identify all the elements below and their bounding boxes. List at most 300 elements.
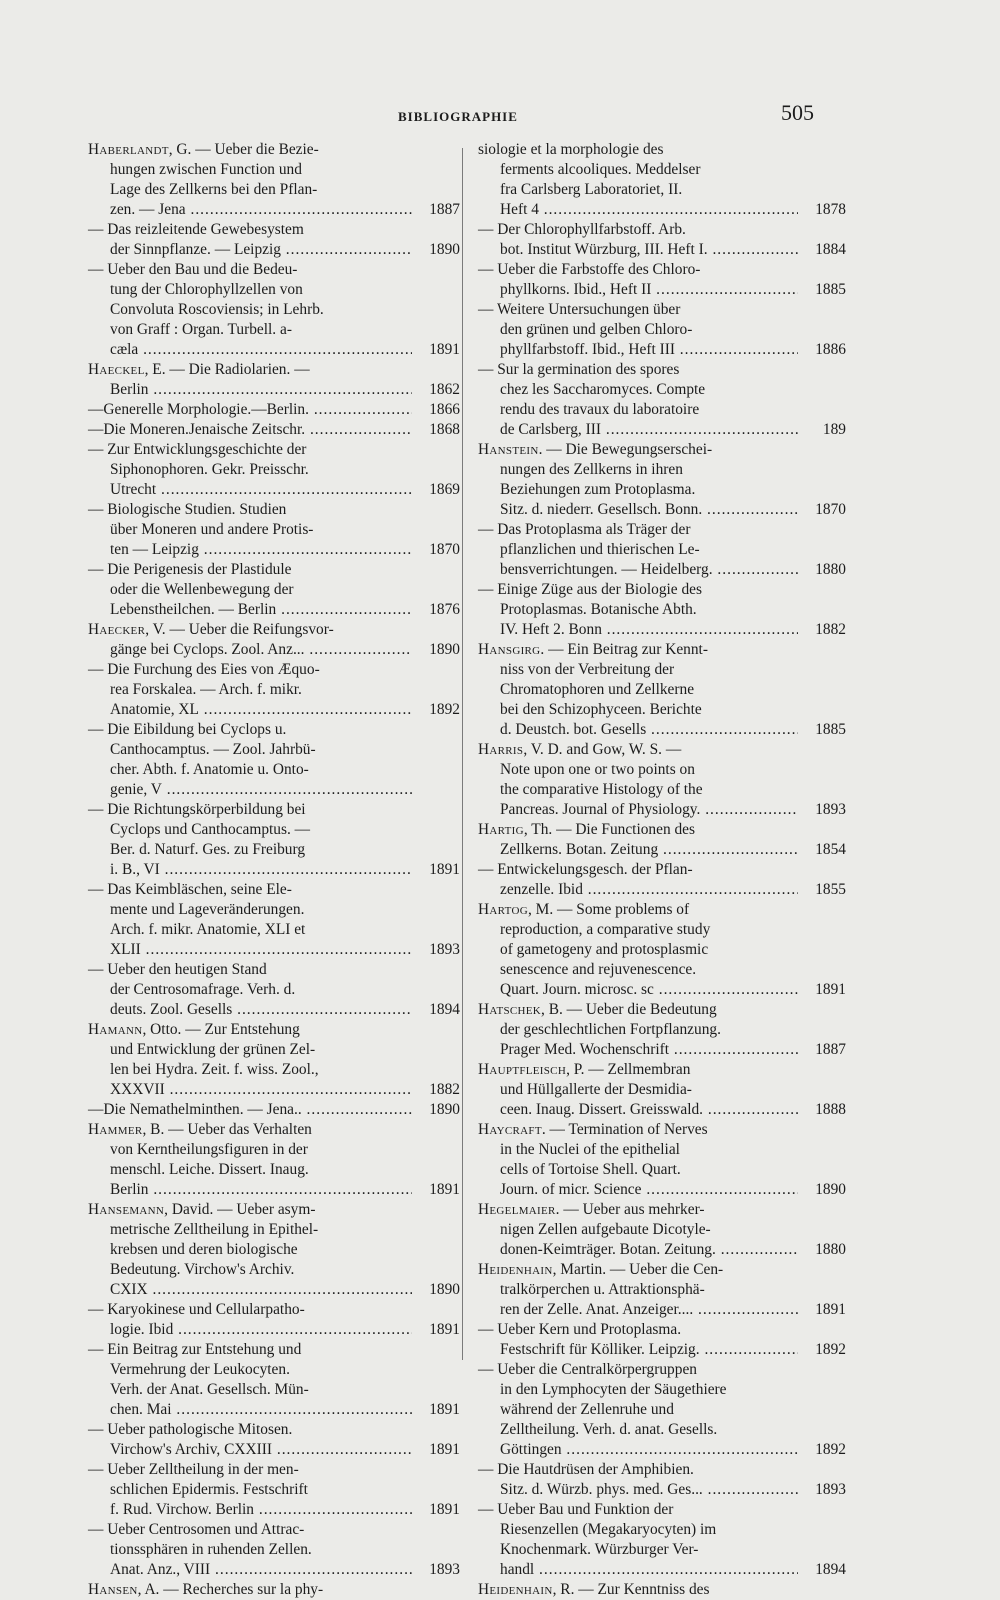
entry-line-text: Prager Med. Wochenschrift (500, 1041, 670, 1058)
entry-year: 1887 (815, 1041, 846, 1058)
entry-line-text: Ueber Bau und Funktion der (497, 1501, 674, 1518)
entry-line-text: nungen des Zellkerns in ihren (500, 461, 683, 478)
entry-line (478, 1020, 846, 1040)
entry-line (88, 1380, 460, 1400)
entry-line-text: , V. D. and Gow, W. S. — (523, 741, 682, 758)
entry-line (478, 780, 846, 800)
entry-text (500, 620, 798, 640)
entry-line-text: Die Nemathelminthen. — Jena.. (103, 1101, 302, 1118)
entry-line (478, 1180, 846, 1200)
entry-text (500, 1180, 798, 1200)
entry-line-text: , B. — Ueber das Verhalten (142, 1121, 312, 1138)
entry-year: 1887 (429, 201, 460, 218)
entry-line-text: ren der Zelle. Anat. Anzeiger.... (500, 1301, 694, 1318)
entry-text (110, 480, 412, 500)
entry-line (478, 260, 846, 280)
entry-year: 1855 (815, 881, 846, 898)
entry-line-text: von Kerntheilungsfiguren in der (110, 1141, 308, 1158)
entry-line-text: den grünen und gelben Chloro- (500, 321, 693, 338)
entry-line-text: XXXVII (110, 1081, 165, 1098)
bibliography-entry (88, 620, 460, 660)
entry-text (110, 1280, 412, 1300)
entry-line (478, 660, 846, 680)
entry-line-text: , B. — Ueber die Bedeutung (541, 1001, 717, 1018)
entry-text (110, 640, 412, 660)
entry-line-text: cæla (110, 341, 139, 358)
entry-line (88, 400, 460, 420)
entry-line (88, 1120, 460, 1140)
entry-year: 1869 (429, 481, 460, 498)
entry-year: 1885 (815, 281, 846, 298)
entry-year: 1888 (815, 1101, 846, 1118)
running-header-title: BIBLIOGRAPHIE (398, 109, 518, 124)
entry-line (88, 420, 460, 440)
entry-line-text: Ueber die Farbstoffe des Chloro- (497, 261, 701, 278)
entry-line-text: logie. Ibid (110, 1321, 174, 1338)
entry-line (478, 1460, 846, 1480)
bibliography-entry (88, 1200, 460, 1300)
entry-line-text: in den Lymphocyten der Säugethiere (500, 1381, 727, 1398)
entry-line (478, 560, 846, 580)
entry-line (478, 140, 846, 160)
entry-line (88, 780, 460, 800)
entry-year: 1891 (429, 1321, 460, 1338)
entry-line-text: deuts. Zool. Gesells (110, 1001, 233, 1018)
entry-line (88, 1240, 460, 1260)
bibliography-entry (88, 360, 460, 400)
entry-year: 1891 (429, 861, 460, 878)
entry-line (88, 240, 460, 260)
entry-line-text: der geschlechtlichen Fortpflanzung. (500, 1021, 721, 1038)
entry-line (88, 1460, 460, 1480)
entry-line-text: IV. Heft 2. Bonn (500, 621, 602, 638)
bibliography-entry (478, 1460, 846, 1500)
entry-text (110, 940, 412, 960)
entry-line (478, 880, 846, 900)
entry-text (500, 1240, 798, 1260)
author-name: Hansgirg (478, 641, 541, 658)
bibliography-entry (478, 1200, 846, 1260)
entry-text (110, 1440, 412, 1460)
entry-line (478, 1580, 846, 1600)
entry-year: 1885 (815, 721, 846, 738)
entry-line (478, 1220, 846, 1240)
bibliography-entry (478, 360, 846, 440)
bibliography-entry (478, 220, 846, 260)
entry-line-text: , E. — Die Radiolarien. — (144, 361, 310, 378)
entry-line-text: Anat. Anz., VIII (110, 1561, 211, 1578)
entry-line (88, 480, 460, 500)
entry-line (88, 840, 460, 860)
entry-line-text: Ueber die Centralkörpergruppen (497, 1361, 697, 1378)
entry-line (478, 1380, 846, 1400)
entry-line-text: Convoluta Roscoviensis; in Lehrb. (110, 301, 324, 318)
entry-line (478, 860, 846, 880)
entry-line-text: , Th. — Die Functionen des (523, 821, 696, 838)
entry-line-text: , A. — Recherches sur la phy- (137, 1581, 324, 1598)
entry-line (478, 1000, 846, 1020)
entry-line-text: Das Keimbläschen, seine Ele- (107, 881, 292, 898)
entry-line-text: Arch. f. mikr. Anatomie, XLI et (110, 921, 306, 938)
entry-line-text: in the Nuclei of the epithelial (500, 1141, 680, 1158)
entry-text (110, 1320, 412, 1340)
entry-line (478, 420, 846, 440)
entry-line (478, 460, 846, 480)
bibliography-entry (478, 300, 846, 360)
author-name: Hatschek (478, 1001, 542, 1018)
entry-line (478, 740, 846, 760)
author-name: Hanstein (478, 441, 539, 458)
entry-line (88, 700, 460, 720)
entry-line (88, 1100, 460, 1120)
entry-year: 1882 (429, 1081, 460, 1098)
entry-line (478, 1520, 846, 1540)
entry-line-text: zenzelle. Ibid (500, 881, 583, 898)
entry-line (88, 1000, 460, 1020)
entry-line-text: Pancreas. Journal of Physiology. (500, 801, 701, 818)
entry-line (478, 440, 846, 460)
entry-line-text: Die Furchung des Eies von Æquo- (107, 661, 320, 678)
entry-line (478, 180, 846, 200)
bibliography-entry (478, 900, 846, 1000)
bibliography-entry (478, 440, 846, 520)
entry-line-text: metrische Zelltheilung in Epithel- (110, 1221, 319, 1238)
entry-year: 1893 (429, 1561, 460, 1578)
entry-year: 1890 (429, 241, 460, 258)
entry-line (88, 600, 460, 620)
entry-text (500, 420, 798, 440)
entry-line (478, 980, 846, 1000)
entry-line (478, 960, 846, 980)
bibliography-entry (88, 1520, 460, 1580)
entry-line-text: mente und Lageveränderungen. (110, 901, 305, 918)
entry-line-text: i. B., VI (110, 861, 160, 878)
entry-line-text: Canthocamptus. — Zool. Jahrbü- (110, 741, 316, 758)
bibliography-entry (88, 500, 460, 560)
entry-line (478, 1100, 846, 1120)
entry-line (478, 1420, 846, 1440)
entry-line-text: Sur la germination des spores (497, 361, 680, 378)
bibliography-entry (88, 220, 460, 260)
entry-text (103, 400, 412, 420)
entry-line-text: Riesenzellen (Megakaryocyten) im (500, 1521, 717, 1538)
entry-line (478, 1560, 846, 1580)
entry-line-text: zen. — Jena (110, 201, 186, 218)
entry-line-text: der Centrosomafrage. Verh. d. (110, 981, 296, 998)
entry-line (88, 980, 460, 1000)
entry-text (110, 1180, 412, 1200)
entry-line (478, 620, 846, 640)
bibliography-entry (88, 660, 460, 720)
entry-year: 1894 (815, 1561, 846, 1578)
entry-line (88, 1400, 460, 1420)
entry-text (500, 200, 798, 220)
entry-line (478, 900, 846, 920)
entry-text (500, 1100, 798, 1120)
entry-year: 1854 (815, 841, 846, 858)
entry-line (88, 660, 460, 680)
entry-line (478, 480, 846, 500)
entry-line (88, 1340, 460, 1360)
entry-line (478, 340, 846, 360)
entry-year: 1878 (815, 201, 846, 218)
entry-line-text: Ueber Kern und Protoplasma. (497, 1321, 682, 1338)
bibliography-entry (88, 1460, 460, 1520)
entry-line (478, 1360, 846, 1380)
entry-line (478, 820, 846, 840)
entry-line-text: Berlin (110, 381, 149, 398)
entry-line (478, 1280, 846, 1300)
entry-line (478, 380, 846, 400)
author-name: Haecker (88, 621, 146, 638)
entry-year: 1880 (815, 561, 846, 578)
entry-text (110, 700, 412, 720)
author-name: Hegelmaier (478, 1201, 556, 1218)
entry-line (478, 1260, 846, 1280)
column-divider (462, 148, 463, 1360)
entry-line-text: Lebenstheilchen. — Berlin (110, 601, 277, 618)
entry-line-text: phyllfarbstoff. Ibid., Heft III (500, 341, 675, 358)
entry-line-text: Die Richtungskörperbildung bei (107, 801, 306, 818)
entry-line (88, 1220, 460, 1240)
entry-line (88, 1440, 460, 1460)
entry-line-text: Ueber pathologische Mitosen. (107, 1421, 293, 1438)
entry-line-text: the comparative Histology of the (500, 781, 703, 798)
entry-line-text: hungen zwischen Function und (110, 161, 302, 178)
entry-line-text: Ueber den heutigen Stand (107, 961, 267, 978)
entry-line (478, 1440, 846, 1460)
entry-line (478, 1080, 846, 1100)
entry-line-text: chez les Saccharomyces. Compte (500, 381, 706, 398)
entry-text (110, 780, 412, 800)
author-name: Haberlandt (88, 141, 169, 158)
entry-line-text: der Sinnpflanze. — Leipzig (110, 241, 281, 258)
bibliography-entry (478, 1500, 846, 1580)
entry-line (88, 1320, 460, 1340)
author-name: Haycraft (478, 1121, 542, 1138)
entry-line (88, 880, 460, 900)
entry-year: 1884 (815, 241, 846, 258)
entry-line (88, 460, 460, 480)
entry-line-text: Die Moneren.Jenaische Zeitschr. (103, 421, 306, 438)
entry-text (500, 840, 798, 860)
entry-line-text: gänge bei Cyclops. Zool. Anz... (110, 641, 305, 658)
entry-line-text: Bedeutung. Virchow's Archiv. (110, 1261, 295, 1278)
entry-text (500, 980, 798, 1000)
entry-line-text: krebsen und deren biologische (110, 1241, 298, 1258)
entry-line-text: tionssphären in ruhenden Zellen. (110, 1541, 312, 1558)
entry-year: 1891 (429, 341, 460, 358)
author-name: Hamann (88, 1021, 143, 1038)
entry-text (500, 1480, 798, 1500)
entry-text (500, 800, 798, 820)
entry-line (88, 1480, 460, 1500)
entry-line-text: senescence and rejuvenescence. (500, 961, 697, 978)
entry-line-text: Zellkerns. Botan. Zeitung (500, 841, 659, 858)
bibliography-entry (88, 800, 460, 880)
entry-line (478, 720, 846, 740)
entry-line-text: len bei Hydra. Zeit. f. wiss. Zool., (110, 1061, 319, 1078)
entry-line-text: Cyclops und Canthocamptus. — (110, 821, 311, 838)
entry-line-text: , P. — Zellmembran (566, 1061, 691, 1078)
entry-text (110, 860, 412, 880)
entry-line-text: Das Protoplasma als Träger der (497, 521, 691, 538)
entry-line-text: Siphonophoren. Gekr. Preisschr. (110, 461, 309, 478)
entry-line-text: Sitz. d. niederr. Gesellsch. Bonn. (500, 501, 703, 518)
entry-line-text: , V. — Ueber die Reifungsvor- (145, 621, 334, 638)
entry-line (88, 280, 460, 300)
entry-line (88, 860, 460, 880)
entry-line-text: reproduction, a comparative study (500, 921, 711, 938)
entry-line (88, 1200, 460, 1220)
entry-line-text: Biologische Studien. Studien (107, 501, 287, 518)
entry-line-text: Vermehrung der Leukocyten. (110, 1361, 290, 1378)
author-name: Hartig (478, 821, 524, 838)
entry-line (88, 380, 460, 400)
entry-line-text: niss von der Verbreitung der (500, 661, 675, 678)
page-number: 505 (781, 100, 814, 125)
entry-line (478, 1120, 846, 1140)
entry-year: 1876 (429, 601, 460, 618)
left-column (88, 140, 460, 1600)
entry-line (88, 440, 460, 460)
entry-line (478, 1200, 846, 1220)
entry-line-text: bot. Institut Würzburg, III. Heft I. (500, 241, 708, 258)
entry-line (88, 1360, 460, 1380)
entry-line-text: menschl. Leiche. Dissert. Inaug. (110, 1161, 309, 1178)
entry-line-text: rendu des travaux du laboratoire (500, 401, 700, 418)
entry-line-text: Anatomie, XL (110, 701, 199, 718)
bibliography-entry (88, 1580, 460, 1600)
entry-line-text: de Carlsberg, III (500, 421, 602, 438)
entry-line-text: , Martin. — Ueber die Cen- (552, 1261, 724, 1278)
entry-line-text: Ein Beitrag zur Entstehung und (107, 1341, 302, 1358)
bibliography-entry (88, 560, 460, 620)
entry-line-text: Verh. der Anat. Gesellsch. Mün- (110, 1381, 309, 1398)
entry-line-text: und Entwicklung der grünen Zel- (110, 1041, 316, 1058)
entry-year: 1862 (429, 381, 460, 398)
entry-line (478, 1060, 846, 1080)
bibliography-entry (478, 820, 846, 860)
entry-line (478, 520, 846, 540)
entry-line (88, 200, 460, 220)
entry-line-text: bei den Schizophyceen. Berichte (500, 701, 702, 718)
entry-line (478, 1300, 846, 1320)
entry-line-text: , G. — Ueber die Bezie- (168, 141, 319, 158)
entry-line (478, 1400, 846, 1420)
bibliography-entry (478, 140, 846, 220)
entry-text (103, 1100, 412, 1120)
entry-line (478, 160, 846, 180)
entry-line (88, 620, 460, 640)
entry-line (88, 580, 460, 600)
entry-line (88, 920, 460, 940)
entry-line-text: oder die Wellenbewegung der (110, 581, 294, 598)
entry-text (110, 1500, 412, 1520)
entry-line (478, 1340, 846, 1360)
entry-line-text: Journ. of micr. Science (500, 1181, 642, 1198)
entry-line (88, 900, 460, 920)
bibliography-entry (88, 1020, 460, 1100)
author-name: Hansemann (88, 1201, 165, 1218)
entry-line-text: Heft 4 (500, 201, 539, 218)
entry-text (110, 1400, 412, 1420)
entry-line-text: Zur Entwicklungsgeschichte der (107, 441, 307, 458)
entry-line-text: ten — Leipzig (110, 541, 199, 558)
bibliography-entry (88, 720, 460, 800)
entry-line (88, 340, 460, 360)
entry-line-text: und Hüllgallerte der Desmidia- (500, 1081, 692, 1098)
entry-line (88, 740, 460, 760)
entry-text (500, 500, 798, 520)
entry-line-text: Ueber Centrosomen und Attrac- (107, 1521, 305, 1538)
author-name: Haeckel (88, 361, 145, 378)
entry-year: 1890 (815, 1181, 846, 1198)
author-name: Hartog (478, 901, 528, 918)
entry-year: 1891 (429, 1441, 460, 1458)
entry-line-text: Entwickelungsgesch. der Pflan- (497, 861, 693, 878)
author-name: Harris (478, 741, 524, 758)
bibliography-entry (478, 260, 846, 300)
entry-line-text: ferments alcooliques. Meddelser (500, 161, 701, 178)
entry-line-text: Quart. Journ. microsc. sc (500, 981, 654, 998)
bibliography-entry (88, 1340, 460, 1420)
entry-line (88, 800, 460, 820)
entry-line (478, 1540, 846, 1560)
entry-year: 1886 (815, 341, 846, 358)
entry-line-text: Die Perigenesis der Plastidule (107, 561, 292, 578)
entry-line-text: Karyokinese und Cellularpatho- (107, 1301, 305, 1318)
entry-line (88, 1020, 460, 1040)
entry-line-text: . — Ein Beitrag zur Kennt- (540, 641, 708, 658)
entry-year: 1892 (815, 1341, 846, 1358)
entry-year: 1891 (429, 1501, 460, 1518)
entry-line (478, 760, 846, 780)
entry-text (500, 1300, 798, 1320)
entry-year: 1890 (429, 1101, 460, 1118)
entry-line (88, 1080, 460, 1100)
bibliography-entry (478, 1120, 846, 1200)
entry-line-text: Berlin (110, 1181, 149, 1198)
entry-year: 1891 (429, 1181, 460, 1198)
entry-text (110, 1000, 412, 1020)
entry-line (478, 840, 846, 860)
entry-line-text: Protoplasmas. Botanische Abth. (500, 601, 697, 618)
entry-line (88, 540, 460, 560)
entry-year: 1870 (815, 501, 846, 518)
author-name: Hansen (88, 1581, 138, 1598)
bibliography-entry (478, 1060, 846, 1120)
author-name: Hammer (88, 1121, 143, 1138)
bibliography-entry (88, 400, 460, 420)
entry-line-text: Sitz. d. Würzb. phys. med. Ges... (500, 1481, 703, 1498)
entry-line (88, 520, 460, 540)
entry-text (110, 240, 412, 260)
bibliography-entry (478, 1580, 846, 1600)
entry-text (110, 340, 412, 360)
entry-line-text: donen-Keimträger. Botan. Zeitung. (500, 1241, 716, 1258)
entry-line-text: pflanzlichen und thierischen Le- (500, 541, 700, 558)
entry-line-text: Der Chlorophyllfarbstoff. Arb. (497, 221, 686, 238)
bibliography-entry (478, 740, 846, 820)
entry-line (88, 760, 460, 780)
entry-line-text: Ueber Zelltheilung in der men- (107, 1461, 299, 1478)
bibliography-entry (88, 880, 460, 960)
entry-line (478, 220, 846, 240)
entry-line (88, 1040, 460, 1060)
entry-text (500, 1340, 798, 1360)
entry-line (88, 640, 460, 660)
